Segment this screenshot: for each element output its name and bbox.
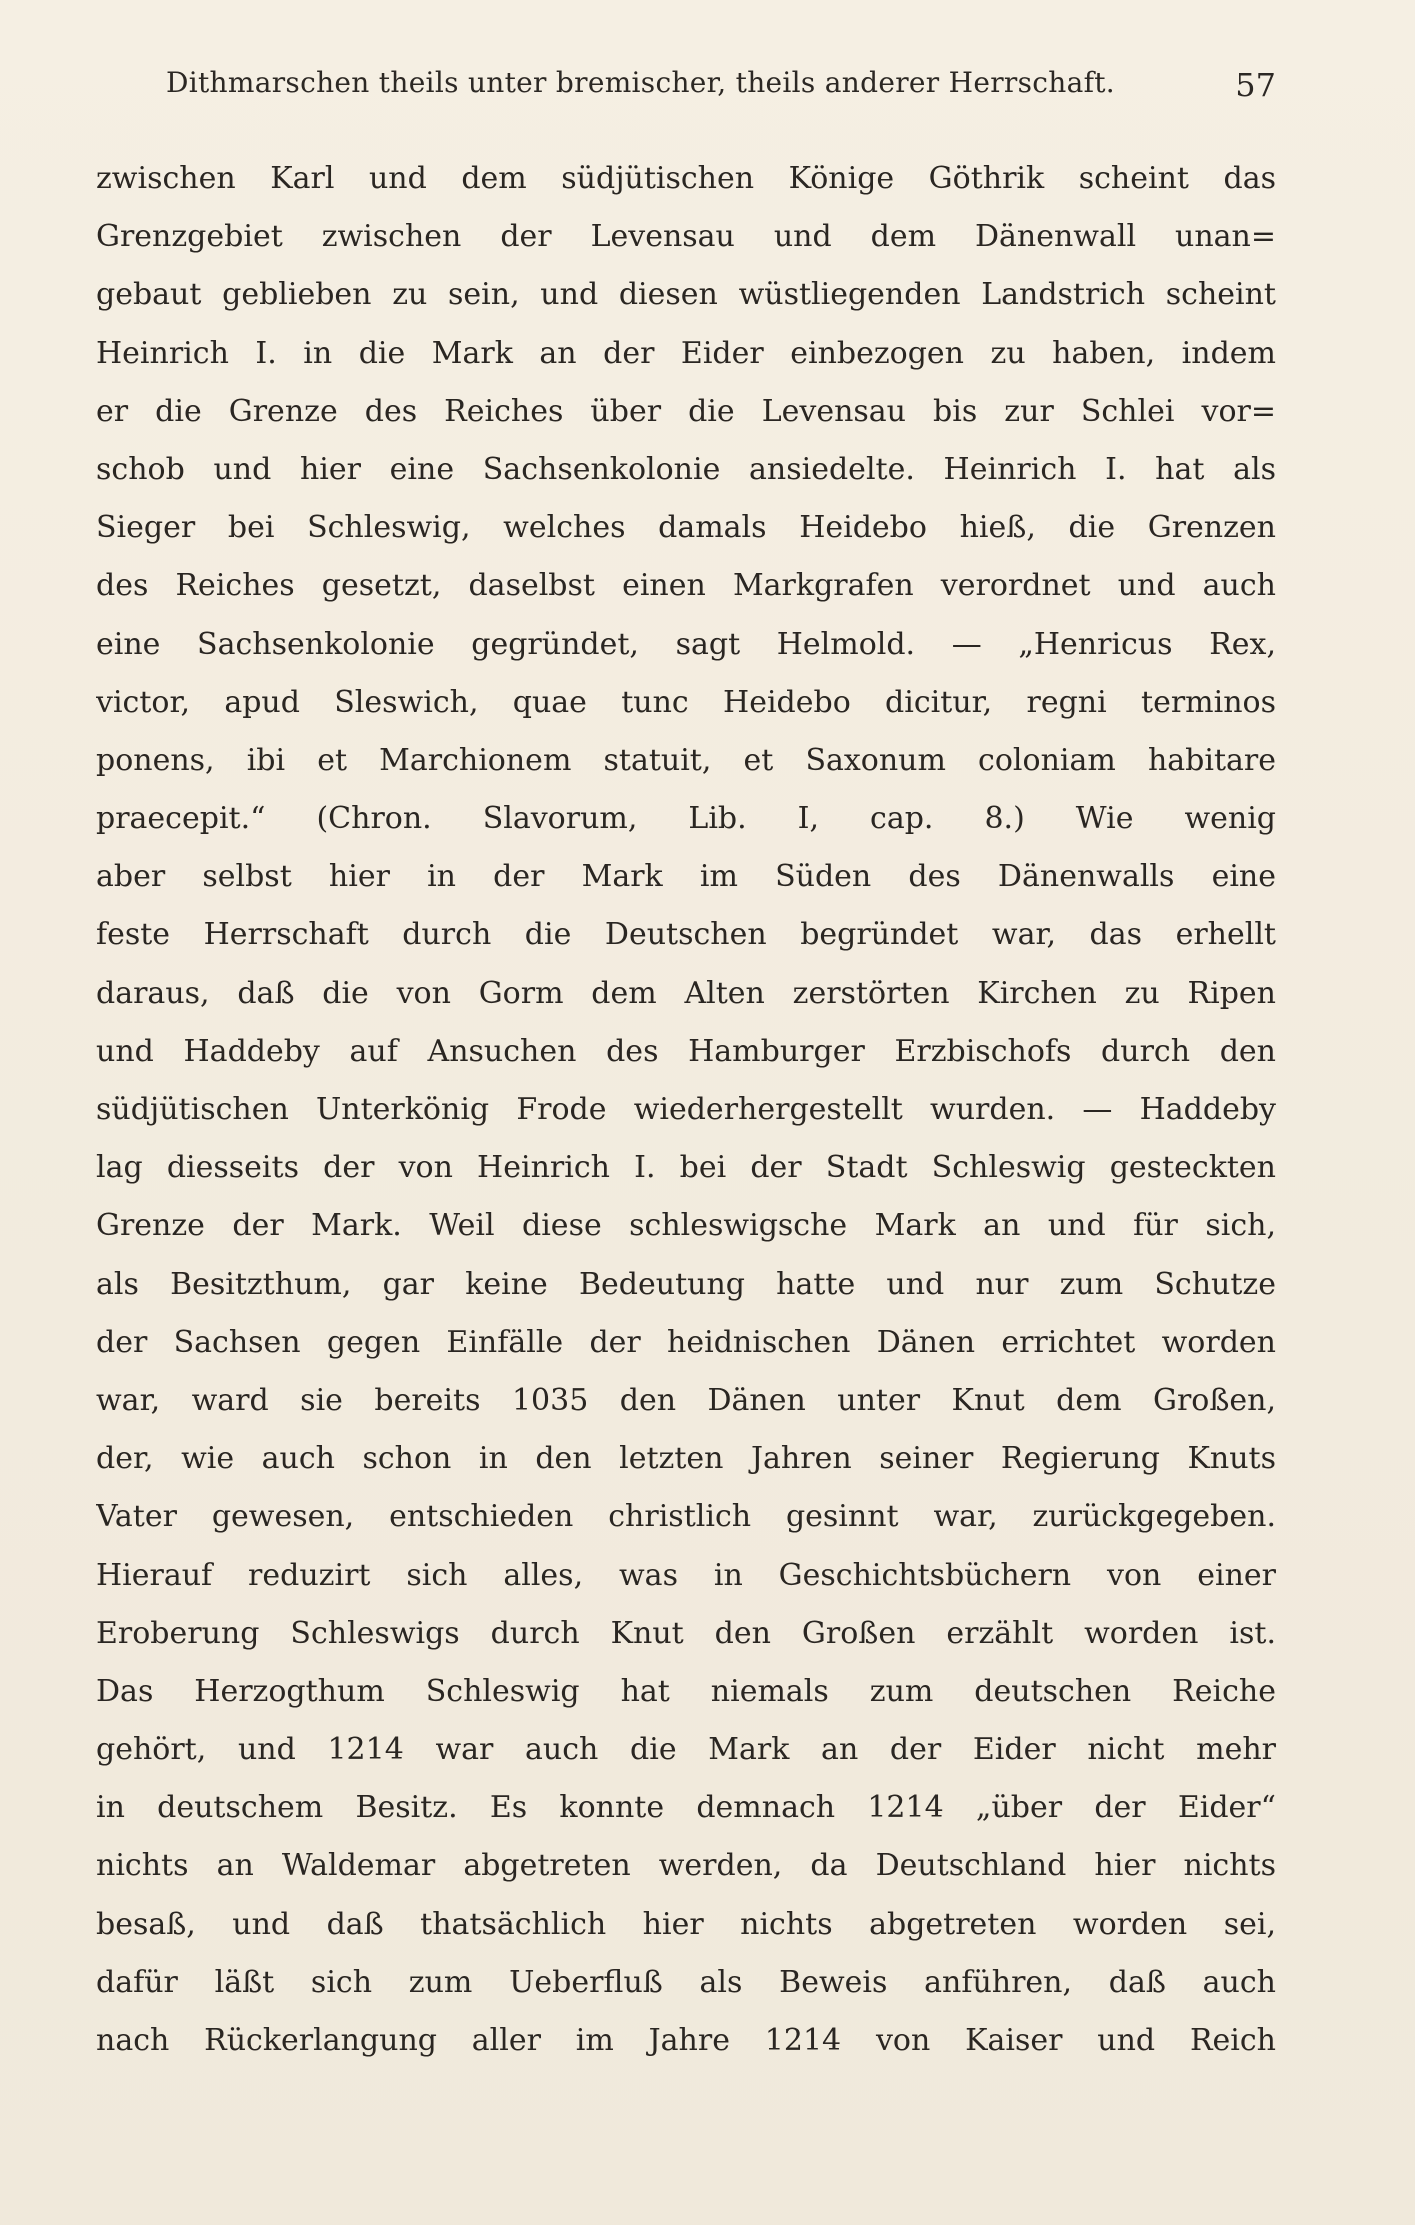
text-line: des Reiches gesetzt, daselbst einen Markgrafen verordnet und auch [96, 568, 1276, 604]
body-text [96, 150, 1276, 2070]
page-header [96, 66, 1276, 120]
text-line: Eroberung Schleswigs durch Knut den Großen erzählt worden ist. [96, 1615, 1276, 1651]
text-line: nichts an Waldemar abgetreten werden, da Deutschland hier nichts [96, 1848, 1276, 1884]
text-line: Hierauf reduzirt sich alles, was in Geschichtsbüchern von einer [96, 1557, 1276, 1593]
text-line: daraus, daß die von Gorm dem Alten zerstörten Kirchen zu Ripen [96, 975, 1276, 1011]
text-line: Grenze der Mark. Weil diese schleswigsche Mark an und für sich, [96, 1208, 1276, 1244]
text-line: ponens, ibi et Marchionem statuit, et Saxonum coloniam habitare [96, 742, 1276, 778]
text-line: praecepit.“ (Chron. Slavorum, Lib. I, cap. 8.) Wie wenig [96, 801, 1276, 837]
page-number: 57 [1235, 66, 1276, 104]
text-line: gebaut geblieben zu sein, und diesen wüstliegenden Landstrich scheint [96, 277, 1276, 313]
text-line: der, wie auch schon in den letzten Jahren seiner Regierung Knuts [96, 1441, 1276, 1477]
running-head: Dithmarschen theils unter bremischer, theils anderer Herrschaft. [166, 66, 1116, 99]
text-line: in deutschem Besitz. Es konnte demnach 1214 „über der Eider“ [96, 1790, 1276, 1826]
text-line: südjütischen Unterkönig Frode wiederhergestellt wurden. — Haddeby [96, 1092, 1276, 1127]
text-line: Das Herzogthum Schleswig hat niemals zum deutschen Reiche [96, 1673, 1276, 1709]
text-line: zwischen Karl und dem südjütischen Könige Göthrik scheint das [96, 161, 1276, 196]
text-line: war, ward sie bereits 1035 den Dänen unter Knut dem Großen, [96, 1382, 1276, 1418]
text-line: Sieger bei Schleswig, welches damals Heidebo hieß, die Grenzen [96, 510, 1276, 546]
text-line: und Haddeby auf Ansuchen des Hamburger Erzbischofs durch den [96, 1033, 1276, 1069]
text-line: feste Herrschaft durch die Deutschen begründet war, das erhellt [96, 917, 1276, 953]
text-line: nach Rückerlangung aller im Jahre 1214 von Kaiser und Reich [96, 2023, 1276, 2058]
text-line: Heinrich I. in die Mark an der Eider einbezogen zu haben, indem [96, 335, 1276, 371]
text-line: victor, apud Sleswich, quae tunc Heidebo dicitur, regni terminos [96, 684, 1276, 720]
text-line: Grenzgebiet zwischen der Levensau und dem Dänenwall unan= [96, 219, 1276, 255]
text-line: schob und hier eine Sachsenkolonie ansiedelte. Heinrich I. hat als [96, 451, 1276, 487]
text-line: aber selbst hier in der Mark im Süden des Dänenwalls eine [96, 859, 1276, 895]
text-line: der Sachsen gegen Einfälle der heidnischen Dänen errichtet worden [96, 1324, 1276, 1360]
text-line: dafür läßt sich zum Ueberfluß als Beweis anführen, daß auch [96, 1964, 1276, 2000]
text-line: besaß, und daß thatsächlich hier nichts abgetreten worden sei, [96, 1906, 1276, 1942]
text-line: gehört, und 1214 war auch die Mark an der Eider nicht mehr [96, 1732, 1276, 1768]
text-line: Vater gewesen, entschieden christlich gesinnt war, zurückgegeben. [96, 1499, 1276, 1535]
text-line: eine Sachsenkolonie gegründet, sagt Helmold. — „Henricus Rex, [96, 626, 1276, 662]
text-line: er die Grenze des Reiches über die Levensau bis zur Schlei vor= [96, 393, 1276, 429]
text-line: als Besitzthum, gar keine Bedeutung hatte und nur zum Schutze [96, 1266, 1276, 1302]
text-line: lag diesseits der von Heinrich I. bei der Stadt Schleswig gesteckten [96, 1150, 1276, 1186]
